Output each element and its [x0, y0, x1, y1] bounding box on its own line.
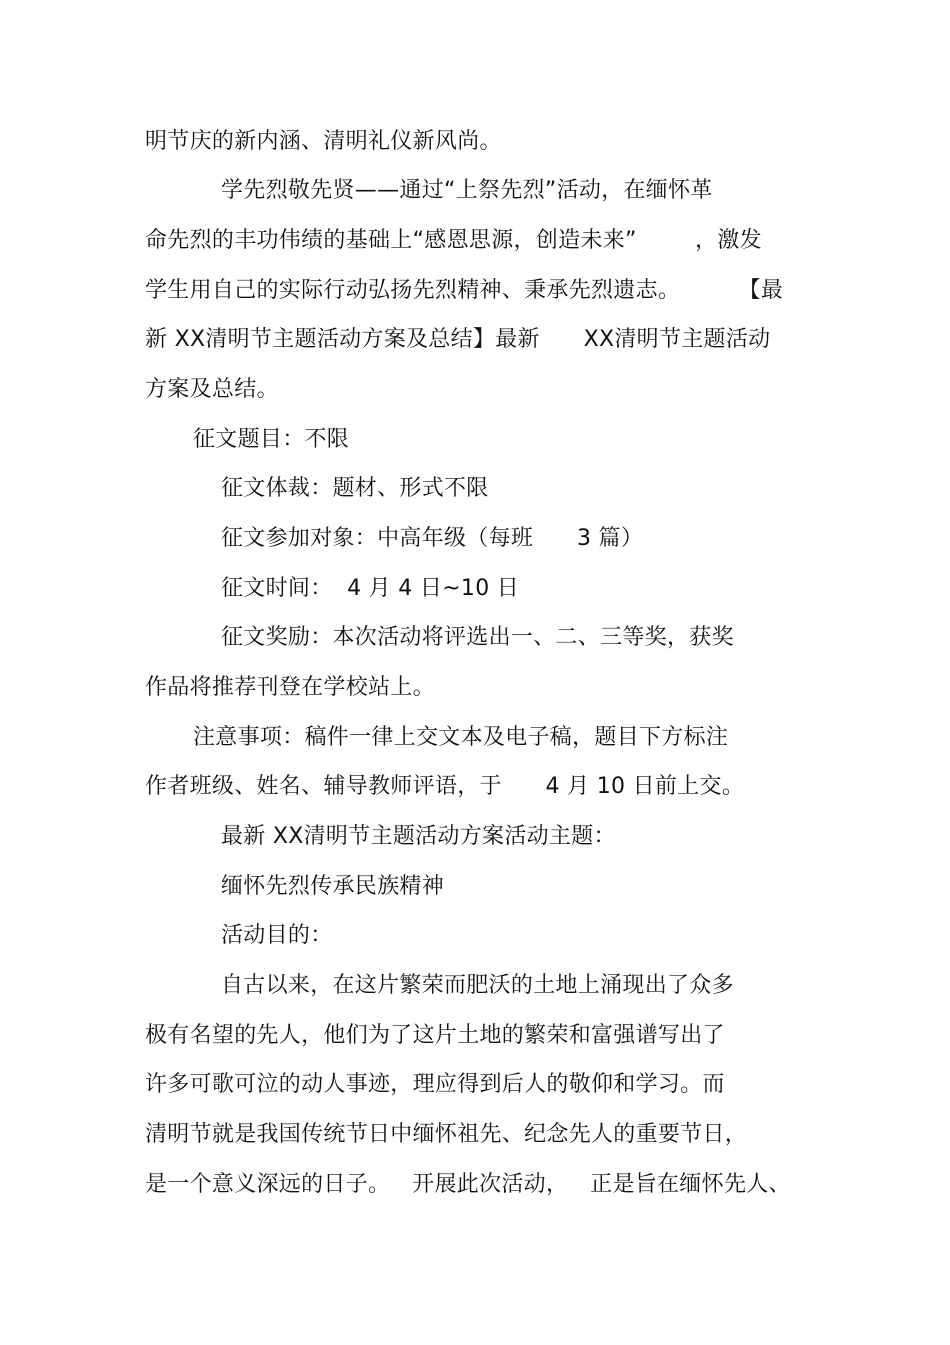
text-line: 征文奖励：本次活动将评选出一、二、三等奖，获奖	[221, 625, 734, 650]
text-line: 命先烈的丰功伟绩的基础上“感恩思源，创造未来” ，激发	[145, 228, 762, 253]
text-line: 活动目的：	[221, 923, 333, 948]
text-line: 作者班级、姓名、辅导教师评语，于 4 月 10 日前上交。	[145, 774, 745, 799]
text-line: 方案及总结。	[145, 377, 279, 402]
text-line: 清明节就是我国传统节日中缅怀祖先、纪念先人的重要节日，	[145, 1122, 748, 1147]
text-line: 最新 XX清明节主题活动方案活动主题：	[221, 824, 616, 849]
text-line: 自古以来，在这片繁荣而肥沃的土地上涌现出了众多	[221, 973, 734, 998]
text-line: 注意事项：稿件一律上交文本及电子稿，题目下方标注	[193, 725, 729, 750]
text-line: 学先烈敬先贤——通过“上祭先烈”活动，在缅怀革	[221, 178, 713, 203]
text-line: 缅怀先烈传承民族精神	[221, 874, 445, 899]
text-line: 明节庆的新内涵、清明礼仪新风尚。	[145, 129, 502, 154]
text-line: 作品将推荐刊登在学校站上。	[145, 675, 435, 700]
text-line: 是一个意义深远的日子。 开展此次活动， 正是旨在缅怀先人、	[145, 1172, 791, 1197]
text-line: 征文参加对象：中高年级（每班 3 篇）	[221, 526, 644, 551]
text-line: 征文体裁：题材、形式不限	[221, 476, 489, 501]
text-line: 征文题目：不限	[193, 427, 350, 452]
text-line: 极有名望的先人，他们为了这片土地的繁荣和富强谱写出了	[145, 1023, 725, 1048]
text-line: 新 XX清明节主题活动方案及总结】最新 XX清明节主题活动	[145, 327, 771, 352]
text-line: 学生用自己的实际行动弘扬先烈精神、秉承先烈遗志。 【最	[145, 278, 784, 303]
text-line: 许多可歌可泣的动人事迹，理应得到后人的敬仰和学习。而	[145, 1072, 725, 1097]
text-line: 征文时间： 4 月 4 日~10 日	[221, 576, 520, 601]
